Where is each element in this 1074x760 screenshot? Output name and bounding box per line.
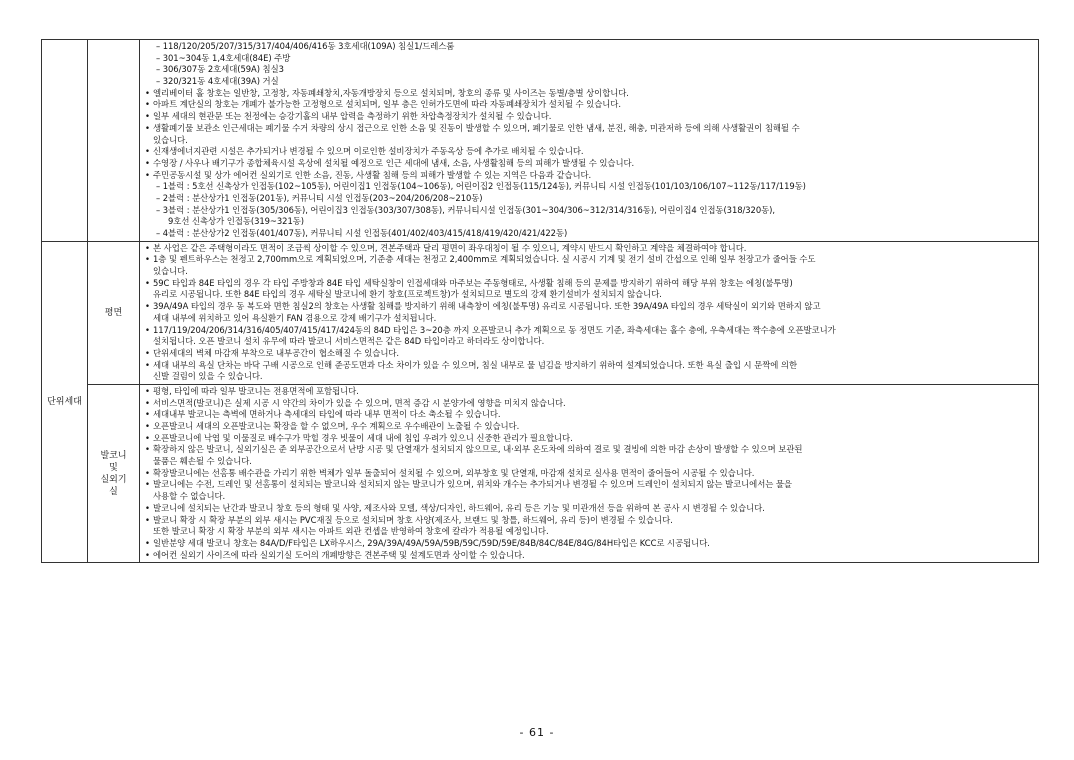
- text-line: – 1블럭 : 5호선 신촉상가 인접동(102~105동), 어린이집1 인접동(104~106동), 어린이집2 인접동(115/124동), 커뮤니티 시설 인접동(101/103/106/107~112동/117/119동): [156, 181, 806, 192]
- bullet-item: • 오픈발코니에 낙엽 및 이물질로 배수구가 막힐 경우 빗물이 세대 내에 침입 우려가 있으니 신중한 관리가 필요합니다.: [144, 433, 1033, 445]
- bullet-item: • 확장발코니에는 선홈통 배수관을 가리기 위한 벽체가 일부 돌출되어 설치될 수 있으며, 외부창호 및 단열재, 마감재 설치로 실사용 면적이 줄어들어 시공될 수 있습니다.: [144, 468, 1033, 480]
- text-line: 9호선 신촉상가 인접동(319~321동): [168, 216, 304, 227]
- blank-cell: [88, 40, 140, 242]
- text-line: – 2블럭 : 분산상가1 인접동(201동), 커뮤니티 시설 인접동(203~204/206/208~210동): [156, 192, 483, 203]
- bullet-item: • 아파트 계단실의 창호는 개폐가 불가능한 고정형으로 설치되며, 일부 층은 인허가도면에 따라 자동폐쇄장치가 설치될 수 있습니다.: [144, 99, 1033, 111]
- bullet-item: • 세대 내부의 욕실 단차는 바닥 구배 시공으로 인해 준공도면과 다소 차이가 있을 수 있으며, 침실 내부로 물 넘김을 방지하기 위하여 설계되었습니다. 또한 욕실 출입 시 문짝에 의한: [144, 360, 1033, 372]
- blank-cell: [42, 40, 88, 242]
- text-line: – 301~304동 1,4호세대(84E) 주방: [156, 52, 291, 63]
- table-row: [42, 40, 1039, 242]
- bullet-item: • 신재생에너지관련 시설은 추가되거나 변경될 수 있으며 이로인한 설비장치가 주동옥상 등에 추가로 배치될 수 있습니다.: [144, 146, 1033, 158]
- line-list: [144, 41, 1033, 240]
- subcategory-label: 평면: [104, 307, 123, 318]
- table-row: [42, 241, 1039, 384]
- bullet-item: • 발코니에는 수전, 드레인 및 선홈통이 설치되는 발코니와 설치되지 않는 발코니가 있으며, 위치와 개수는 추가되거나 변경될 수 있으며 드레인이 설치되지 않는 발코니에서는 물을: [144, 479, 1033, 491]
- bullet-item: • 수영장 / 사우나 배기구가 종합체육시설 옥상에 설치될 예정으로 인근 세대에 냄새, 소음, 사생활침해 등의 피해가 발생될 수 있습니다.: [144, 158, 1033, 170]
- table-row: [42, 384, 1039, 562]
- category-label: 단위세대: [47, 396, 82, 407]
- text-line: 세대 내부에 위치하고 있어 욕실환기 FAN 겸용으로 강제 배기구가 설치됩니다.: [153, 312, 437, 323]
- text-line: – 4블럭 : 분산상가2 인접동(401/407동), 커뮤니티 시설 인접동(401/402/403/415/418/419/420/421/422동): [156, 228, 568, 238]
- content-cell-floor-plan: [140, 241, 1039, 384]
- bullet-item: • 주민공동시설 및 상가 에어컨 실외기로 인한 소음, 진동, 사생활 침해 등의 피해가 발생할 수 있는 지역은 다음과 같습니다.: [144, 170, 1033, 182]
- bullet-item: • 일반분양 세대 발코니 창호는 84A/D/F타입은 LX하우시스, 29A/39A/49A/59A/59B/59C/59D/59E/84B/84C/84E/84G/84H타입은 KCC로 시공됩니다.: [144, 538, 1033, 550]
- bullet-item: • 59C 타입과 84E 타입의 경우 각 타입 주방창과 84E 타입 세탁실창이 인접세대와 마주보는 주동형태로, 사생활 침해 등의 문제를 방지하기 위하여 해당 부위 창호는 에칭(불투명): [144, 278, 1033, 290]
- text-line: 신발 걸림이 있을 수 있습니다.: [153, 371, 263, 382]
- text-line: – 3블럭 : 분산상가1 인접동(305/306동), 어린이집3 인접동(303/307/308동), 커뮤니티시설 인접동(301~304/306~312/314/316동), 어린이집4 인접동(318/320동),: [156, 204, 775, 215]
- text-line: 사용할 수 없습니다.: [153, 491, 226, 502]
- content-cell-balcony: [140, 384, 1039, 562]
- bullet-item: • 1층 및 펜트하우스는 천정고 2,700mm으로 계획되었으며, 기준층 세대는 천정고 2,400mm로 계획되었습니다. 실 시공시 기계 및 전기 설비 간섭으로 인해 일부 천장고가 줄어들 수도: [144, 254, 1033, 266]
- text-line: 물품은 훼손될 수 있습니다.: [153, 456, 252, 467]
- bullet-item: • 서비스면적(발코니)은 실제 시공 시 약간의 차이가 있을 수 있으며, 면적 증감 시 분양가에 영향을 미치지 않습니다.: [144, 398, 1033, 410]
- page-number: - 61 -: [519, 726, 555, 739]
- category-unit: [42, 241, 88, 563]
- bullet-item: • 단위세대의 벽체 마감재 부착으로 내부공간이 협소해질 수 있습니다.: [144, 348, 1033, 360]
- text-line: – 306/307동 2호세대(59A) 침실3: [156, 64, 284, 75]
- bullet-item: • 오픈발코니 세대의 오픈발코니는 확장을 할 수 없으며, 우수 계획으로 우수배관이 노출될 수 있습니다.: [144, 421, 1033, 433]
- bullet-item: • 평형, 타입에 따라 일부 발코니는 전용면적에 포함됩니다.: [144, 386, 1033, 398]
- subcategory-floor-plan: [88, 241, 140, 384]
- notice-table: [41, 39, 1039, 563]
- text-line: 유리로 시공됩니다. 또한 84E 타입의 경우 세탁실 발코니에 환기 창호(프로젝트창)가 설치되므로 별도의 강제 환기설비가 설치되지 않습니다.: [153, 289, 662, 300]
- text-line: 설치됩니다. 오픈 발코니 설치 유무에 따라 발코니 서비스면적은 같은 84D 타입이라고 하더라도 상이합니다.: [153, 336, 545, 347]
- text-line: 또한 발코니 확장 시 확장 부분의 외부 새시는 아파트 외관 컨셉을 반영하여 창호에 칼라가 적용될 예정입니다.: [153, 526, 549, 537]
- text-line: 있습니다.: [153, 266, 188, 277]
- text-line: – 320/321동 4호세대(39A) 거실: [156, 76, 279, 87]
- line-list: [144, 243, 1033, 383]
- bullet-item: • 에어컨 실외기 사이즈에 따라 실외기실 도어의 개폐방향은 견본주택 및 설계도면과 상이할 수 있습니다.: [144, 550, 1033, 562]
- bullet-item: • 생활폐기물 보관소 인근세대는 폐기물 수거 차량의 상시 접근으로 인한 소음 및 진동이 발생할 수 있으며, 폐기물로 인한 냄새, 분진, 해충, 미관저하 등에 의해 사생활권이 침해될 수: [144, 123, 1033, 135]
- subcategory-balcony: [88, 384, 140, 562]
- bullet-item: • 본 사업은 같은 주택형이라도 면적이 조금씩 상이할 수 있으며, 견본주택과 달리 평면이 좌우대칭이 될 수 있으니, 계약시 반드시 확인하고 계약을 체결하여야 합니다.: [144, 243, 1033, 255]
- bullet-item: • 발코니 확장 시 확장 부분의 외부 새시는 PVC재질 등으로 설치되며 창호 사양(제조사, 브랜드 및 창틀, 하드웨어, 유리 등)이 변경될 수 있습니다.: [144, 515, 1033, 527]
- subcategory-label-line: 실: [109, 486, 118, 497]
- text-line: – 118/120/205/207/315/317/404/406/416동 3호세대(109A) 침실1/드레스룸: [156, 41, 455, 51]
- bullet-item: • 확장하지 않은 발코니, 실외기실은 준 외부공간으로서 난방 시공 및 단열재가 설치되지 않으므로, 내·외부 온도차에 의하여 결로 및 결빙에 의한 마감 손상이 발생할 수 있으며 보관된: [144, 444, 1033, 456]
- content-cell-general: [140, 40, 1039, 242]
- subcategory-label-line: 및: [109, 462, 118, 473]
- subcategory-label-line: 발코니: [100, 450, 127, 461]
- line-list: [144, 386, 1033, 561]
- bullet-item: • 39A/49A 타입의 경우 동 복도와 면한 침실2의 창호는 사생활 침해를 방지하기 위해 내측창이 에칭(불투명) 유리로 시공됩니다. 또한 39A/49A 타입의 경우 세탁실이 외기와 면하지 않고: [144, 301, 1033, 313]
- bullet-item: • 세대내부 발코니는 측벽에 면하거나 측세대의 타입에 따라 내부 면적이 다소 축소될 수 있습니다.: [144, 409, 1033, 421]
- text-line: 있습니다.: [153, 134, 188, 145]
- bullet-item: • 117/119/204/206/314/316/405/407/415/417/424동의 84D 타입은 3~20층 까지 오픈발코니 추가 계획으로 동 정면도 기준, 좌측세대는 홀수 층에, 우측세대는 짝수층에 오픈발코니가: [144, 325, 1033, 337]
- bullet-item: • 발코니에 설치되는 난간과 발코니 창호 등의 형태 및 사양, 제조사와 모델, 색상/디자인, 하드웨어, 유리 등은 기능 및 미관개선 등을 위하여 본 공사 시 변경될 수 있습니다.: [144, 503, 1033, 515]
- subcategory-label-line: 실외기: [100, 474, 127, 485]
- bullet-item: • 엘리베이터 홀 창호는 일반창, 고정창, 자동폐쇄창치,자동개방장치 등으로 설치되며, 창호의 종류 및 사이즈는 동별/층별 상이합니다.: [144, 88, 1033, 100]
- bullet-item: • 일부 세대의 현관문 또는 천정에는 승강기홀의 내부 압력을 측정하기 위한 차압측정장치가 설치될 수 있습니다.: [144, 111, 1033, 123]
